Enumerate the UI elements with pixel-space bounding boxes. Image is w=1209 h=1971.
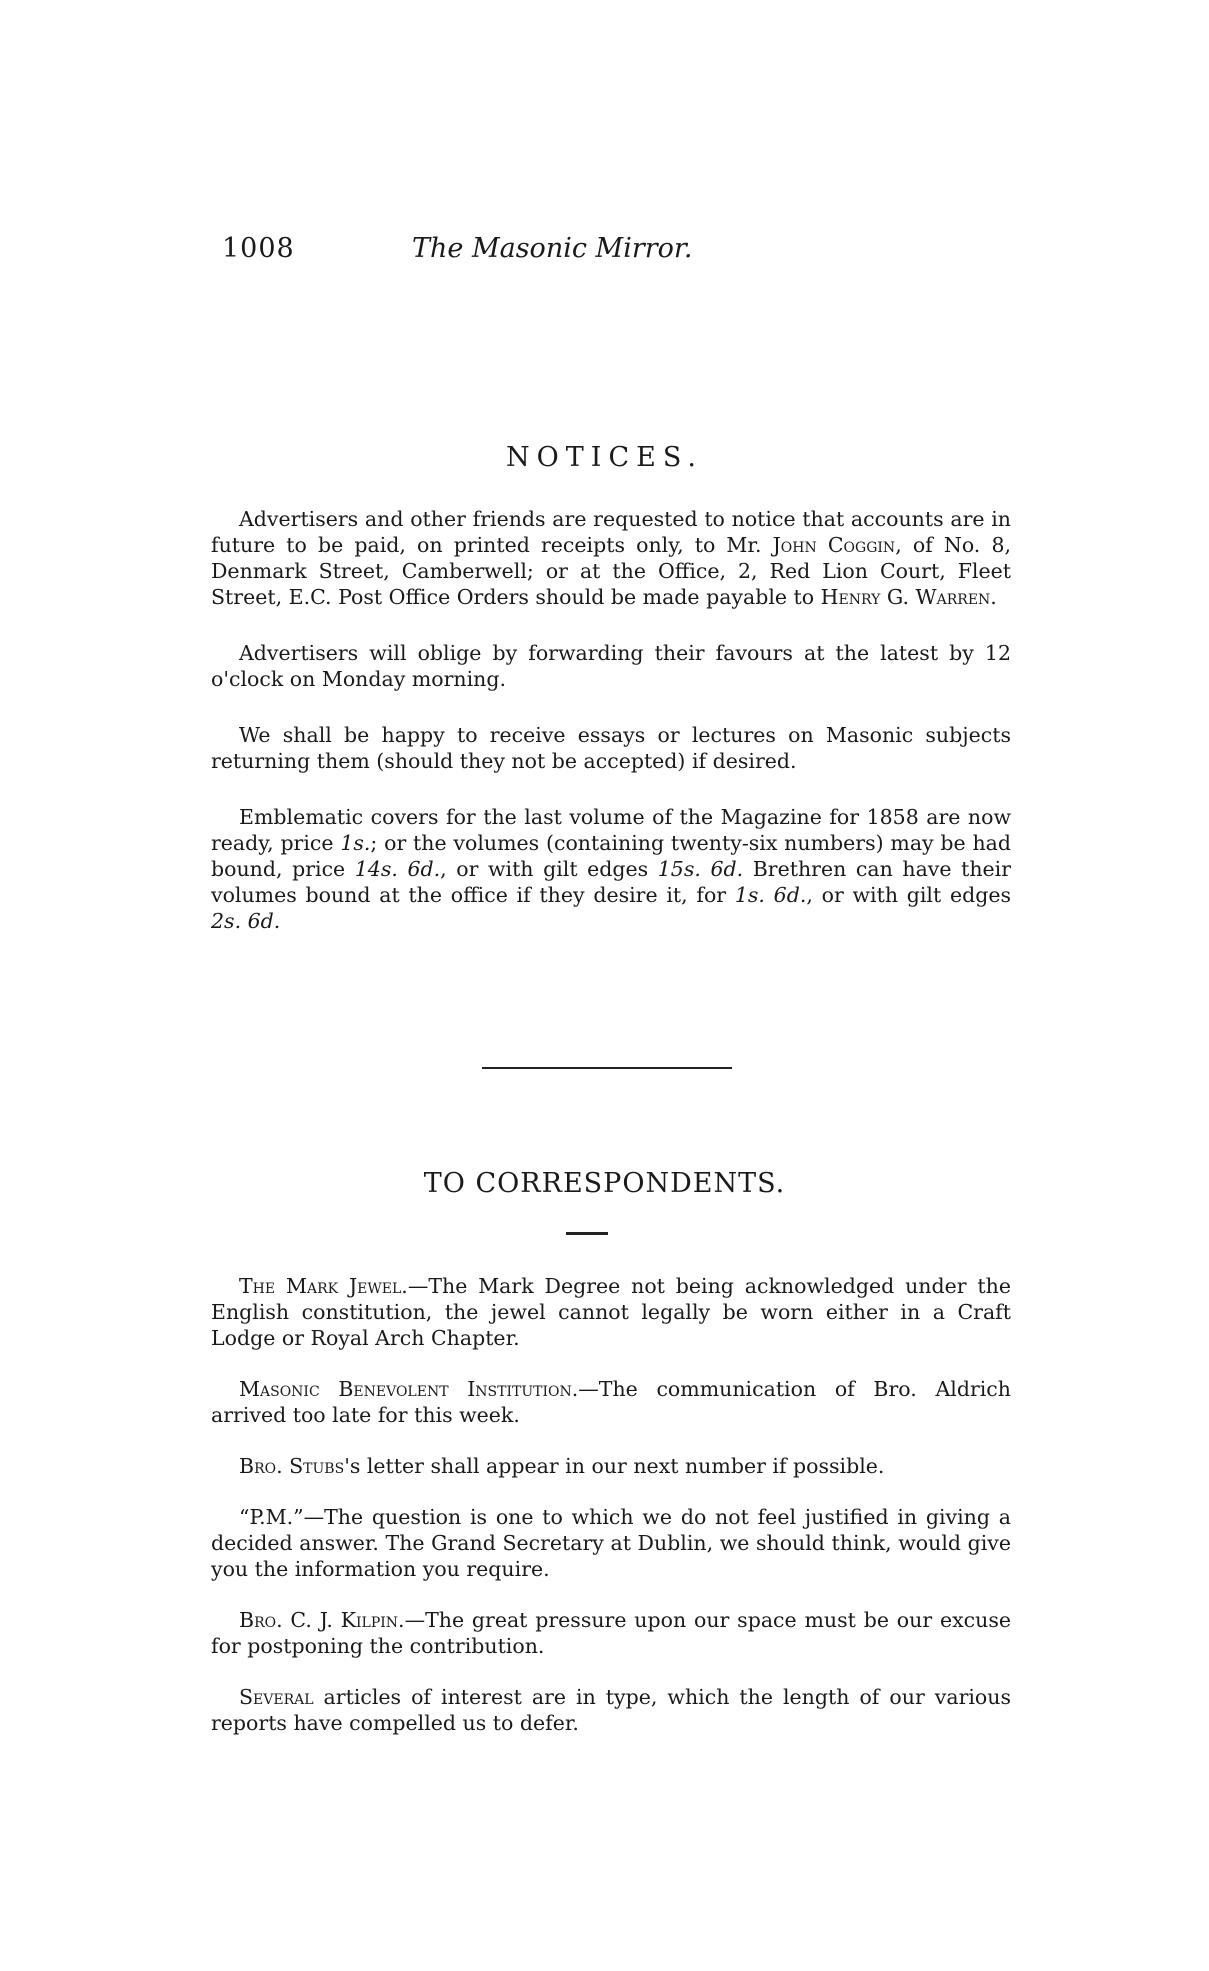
page-number: 1008	[222, 233, 295, 264]
correspondent-note: “P.M.”—The question is one to which we do not feel justified in giving a decided answer. The Grand Secretary at Dublin, we should think, would give you the information you require.	[211, 1505, 1011, 1581]
correspondent-note: The Mark Jewel.—The Mark Degree not being acknowledged under the English constitution, the jewel cannot legally be worn either in a Craft Lodge or Royal Arch Chapter.	[211, 1274, 1011, 1350]
notice-paragraph-accounts: Advertisers and other friends are requested to notice that accounts are in future to be paid, on printed receipts only, to Mr. John Coggin, of No. 8, Denmark Street, Camberwell; or at the Office, 2, Red Lion Court, Fleet Street, E.C. Post Office Orders should be made payable to Henry G. Warren.	[211, 507, 1011, 609]
correspondent-note: Masonic Benevolent Institution.—The communication of Bro. Aldrich arrived too late for this week.	[211, 1377, 1011, 1427]
correspondents-section	[211, 1273, 1011, 1761]
note-lead: The Mark Jewel	[239, 1274, 402, 1298]
correspondent-note: Several articles of interest are in type, which the length of our various reports have compelled us to defer.	[211, 1685, 1011, 1735]
heading-rule	[566, 1232, 608, 1235]
notices-heading: NOTICES.	[506, 442, 703, 473]
note-lead: Bro. Stubs	[239, 1454, 345, 1478]
note-lead: Bro. C. J. Kilpin	[239, 1608, 399, 1632]
running-head	[222, 233, 742, 273]
notices-section	[211, 506, 1011, 960]
person-name: Henry G. Warren	[820, 585, 991, 609]
notice-paragraph-essays: We shall be happy to receive essays or lectures on Masonic subjects returning them (should they not be accepted) if desired.	[211, 723, 1011, 773]
notice-paragraph-covers: Emblematic covers for the last volume of the Magazine for 1858 are now ready, price 1s.; or the volumes (containing twenty-six numbers) may be had bound, price 14s. 6d., or with gilt edges 15s. 6d. Brethren can have their volumes bound at the office if they desire it, for 1s. 6d., or with gilt edges 2s. 6d.	[211, 805, 1012, 933]
correspondents-heading: TO CORRESPONDENTS.	[423, 1168, 786, 1199]
person-name: John Coggin	[772, 533, 896, 557]
section-divider	[482, 1067, 732, 1069]
notice-paragraph-advertisers: Advertisers will oblige by forwarding their favours at the latest by 12 o'clock on Monday morning.	[211, 641, 1011, 691]
correspondent-note: Bro. Stubs's letter shall appear in our next number if possible.	[239, 1454, 885, 1478]
note-lead: Masonic Benevolent Institution	[239, 1377, 572, 1401]
journal-title: The Masonic Mirror.	[412, 233, 693, 264]
correspondent-note: Bro. C. J. Kilpin.—The great pressure upon our space must be our excuse for postponing the contribution.	[211, 1608, 1011, 1658]
note-lead: Several	[239, 1685, 314, 1709]
